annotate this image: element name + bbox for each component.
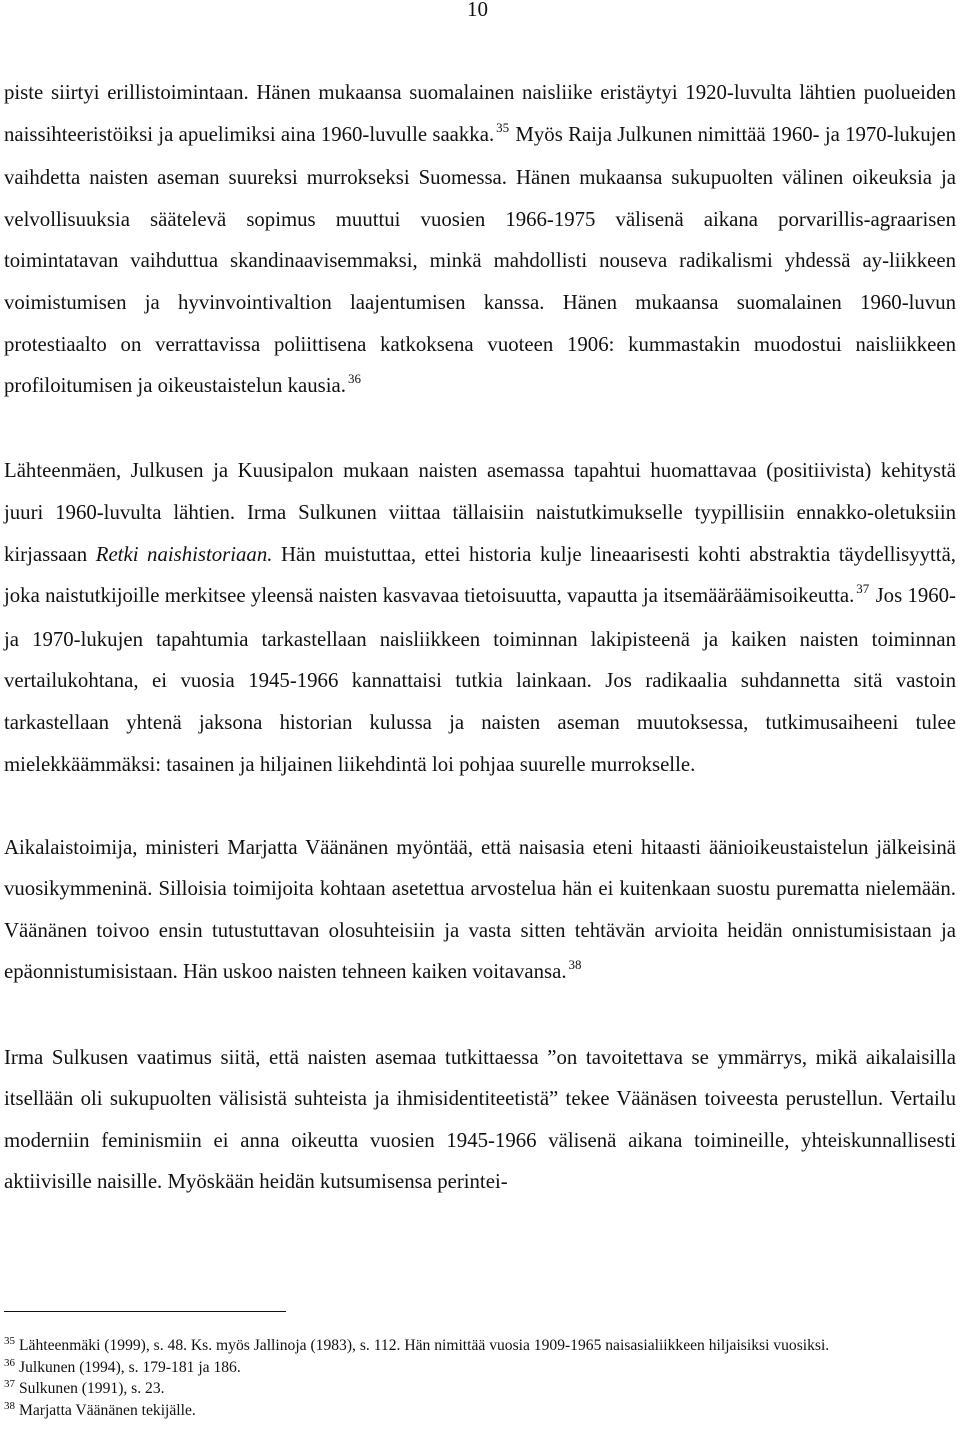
footnote-ref-35: 35 xyxy=(496,119,510,135)
paragraph-text: piste siirtyi erillistoimintaan. Hänen mukaansa suomalainen naisliike eristäytyi 1920-luvulta lähtien puolueiden naissihteeristöiksi ja apuelimiksi aina 1960-luvulle saakka. xyxy=(4,81,956,146)
footnote-ref-37: 37 xyxy=(856,581,870,597)
footnote-38 xyxy=(4,1401,956,1423)
footnote-number: 37 xyxy=(4,1378,15,1390)
paragraph-2 xyxy=(4,450,956,785)
footnote-37 xyxy=(4,1379,956,1401)
paragraph-text: Lähteenmäen, Julkusen ja Kuusipalon mukaan naisten asemassa tapahtui huomattavaa (positiivista) kehitystä juuri 1960-luvulta lähtien. Irma Sulkunen viittaa tällaisiin naistutkimukselle tyypillisiin ennakko-oletuksiin kirjassaan xyxy=(4,459,956,566)
paragraph-3 xyxy=(4,827,956,995)
footnote-number: 36 xyxy=(4,1356,15,1369)
footnote-text: Sulkunen (1991), s. 23. xyxy=(19,1380,165,1397)
footnote-text: Marjatta Väänänen tekijälle. xyxy=(19,1401,196,1419)
book-title: Retki naishistoriaan. xyxy=(95,542,273,566)
footnote-text: Julkunen (1994), s. 179-181 ja 186. xyxy=(19,1358,241,1376)
page-number: 10 xyxy=(467,0,488,21)
footnote-text: Lähteenmäki (1999), s. 48. Ks. myös Jallinoja (1983), s. 112. Hän nimittää vuosia 1909-1965 naisasialiikkeen hiljaisiksi vuosiksi. xyxy=(19,1337,830,1354)
footnote-number: 35 xyxy=(4,1335,15,1347)
paragraph-text: Aikalaistoimija, ministeri Marjatta Väänänen myöntää, että naisasia eteni hitaasti äänioikeustaistelun jälkeisinä vuosikymmeninä. Silloisia toimijoita kohtaan asetettua arvostelua hän ei kuitenkaan suostu purematta nielemään. Väänänen toivoo ensin tutustuttavan olosuhteisiin ja vasta sitten tehtävän arvioita heidän onnistumisistaan ja epäonnistumisistaan. Hän uskoo naisten tehneen kaiken voitavansa. xyxy=(4,835,956,984)
body-text xyxy=(4,72,956,1203)
footnote-divider xyxy=(4,1311,286,1312)
footnote-35 xyxy=(4,1336,956,1358)
paragraph-text: Jos 1960- ja 1970-lukujen tapahtumia tarkastellaan naisliikkeen toiminnan lakipisteenä ja kaiken naisten toiminnan vertailukohtana, ei vuosia 1945-1966 kannattaisi tutkia lainkaan. Jos radikaalia suhdannetta sitä vastoin tarkastellaan yhtenä jaksona historian kulussa ja naisten aseman muutoksessa, tutkimusaiheeni tulee mielekkäämmäksi: tasainen ja hiljainen liikehdintä loi pohjaa suurelle murrokselle. xyxy=(4,584,956,776)
paragraph-4 xyxy=(4,1037,956,1203)
footnote-ref-38: 38 xyxy=(568,957,582,973)
footnote-36 xyxy=(4,1358,956,1380)
footnote-ref-36: 36 xyxy=(347,371,361,387)
paragraph-text: Myös Raija Julkunen nimittää 1960- ja 1970-lukujen vaihdetta naisten aseman suureksi murrokseksi Suomessa. Hänen mukaansa sukupuolten välinen oikeuksia ja velvollisuuksia säätelevä sopimus muuttui vuosien 1966-1975 välisenä aikana porvarillis-agraarisen toimintatavan vaihduttua skandinaavisemmaksi, minkä mahdollisti nouseva radikalismi yhdessä ay-liikkeen voimistumisen ja hyvinvointivaltion laajentumisen kanssa. Hänen mukaansa suomalainen 1960-luvun protestiaalto on verrattavissa poliittisena katkoksena vuoteen 1906: kummastakin muodostui naisliikkeen profiloitumisen ja oikeustaistelun kausia. xyxy=(4,122,956,398)
footnotes xyxy=(4,1336,956,1422)
paragraph-text: Hän muistuttaa, ettei historia kulje lineaarisesti kohti abstraktia täydellisyyttä, joka naistutkijoille merkitsee yleensä naisten kasvavaa tietoisuutta, vapautta ja itsemääräämisoikeutta. xyxy=(4,542,956,608)
paragraph-text: Irma Sulkusen vaatimus siitä, että naisten asemaa tutkittaessa ”on tavoitettava se ymmärrys, mikä aikalaisilla itsellään oli sukupuolten välisistä suhteista ja ihmisidentiteetistä” tekee Väänäsen toiveesta perustellun. Vertailu moderniin feminismiin ei anna oikeutta vuosien 1945-1966 välisenä aikana toimineille, yhteiskunnallisesti aktiivisille naisille. Myöskään heidän kutsumisensa perintei- xyxy=(4,1045,956,1194)
paragraph-1 xyxy=(4,72,956,409)
footnote-number: 38 xyxy=(4,1399,15,1412)
